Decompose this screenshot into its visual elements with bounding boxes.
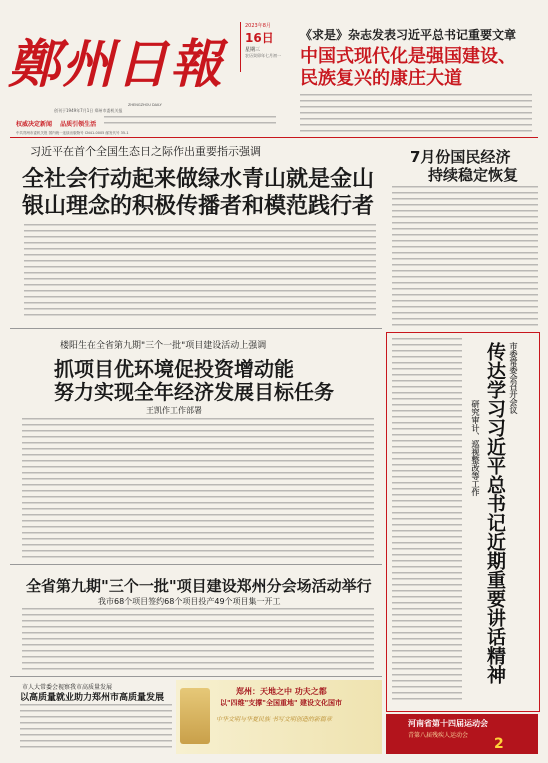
games-ad[interactable] — [386, 714, 538, 754]
date-weekday: 星期三 — [245, 47, 261, 53]
economy-body — [392, 186, 538, 326]
economy-headline-2: 持续稳定恢复 — [428, 166, 519, 184]
story4-body — [22, 608, 374, 670]
date-day: 16日 — [245, 31, 274, 45]
masthead-meta-line: 中共郑州市委机关报 国内统一连续出版物号 CN41-0005 邮发代号 35-1 — [16, 131, 129, 135]
masthead-info-block — [104, 116, 276, 128]
sidebar-headline: 传达学习习近平总书记近期重要讲话精神 — [484, 342, 506, 684]
story2-rule — [10, 328, 382, 329]
story3-headline-1: 抓项目优环境促投资增动能 — [54, 357, 294, 381]
story2-headline: 全社会行动起来做绿水青山就是金山银山理念的积极传播者和模范践行者 — [22, 167, 375, 219]
top-kicker: 《求是》杂志发表习近平总书记重要文章 — [300, 28, 517, 42]
date-year-month: 2023年8月 — [245, 23, 271, 29]
ad2-sub: 青第八届残疾人运动会 — [408, 732, 469, 739]
story5-kicker: 市人大常委会视察我市高质量发展 — [22, 684, 113, 691]
masthead — [8, 10, 240, 113]
masthead-title: 鄭州日報 — [8, 34, 225, 95]
story2-kicker: 习近平在首个全国生态日之际作出重要指示强调 — [30, 145, 261, 158]
sidebar-sub: 研究审计、巡视整改等工作 — [471, 400, 480, 496]
ad1-figure — [180, 688, 210, 744]
link-quality[interactable]: 品质引领生活 — [60, 121, 97, 128]
top-story-body — [300, 94, 532, 134]
story2-body — [24, 224, 376, 320]
story5-headline: 以高质量就业助力郑州市高质量发展 — [20, 693, 165, 703]
sidebar-body — [392, 338, 462, 704]
story4-rule — [10, 676, 382, 677]
masthead-links — [16, 119, 96, 128]
economy-headline-1: 7月份国民经济 — [410, 148, 511, 166]
story4-sub: 我市68个项目签约68个项目投产49个项目集一开工 — [98, 597, 281, 606]
masthead-pinyin: ZHENGZHOU DAILY — [128, 103, 162, 107]
story3-rule — [10, 564, 382, 565]
story4-headline: 全省第九期"三个一批"项目建设郑州分会场活动举行 — [26, 577, 372, 595]
story3-body — [22, 418, 374, 558]
story5-body — [20, 704, 172, 750]
culture-ad[interactable] — [176, 680, 382, 754]
ad1-line3: 中华文明与华夏民族 书写文明创造的新篇章 — [216, 716, 332, 723]
top-headline: 中国式现代化是强国建设、民族复兴的康庄大道 — [300, 46, 516, 89]
link-authority[interactable]: 权威决定新闻 — [16, 121, 53, 128]
masthead-rule — [10, 137, 538, 138]
story3-kicker: 楼阳生在全省第九期"三个一批"项目建设活动上强调 — [60, 341, 267, 351]
ad2-number: 2 — [494, 736, 504, 752]
ad1-title: 郑州：天地之中 功夫之都 — [236, 687, 327, 696]
story3-byline: 王凯作工作部署 — [146, 406, 202, 415]
sidebar-kicker: 市委常委会召开会议 — [509, 342, 518, 414]
ad2-title: 河南省第十四届运动会 — [408, 719, 488, 728]
story3-headline-2: 努力实现全年经济发展目标任务 — [54, 380, 334, 404]
date-box — [240, 22, 281, 72]
ad1-line2: 以"四维"支撑"全国重地" 建设文化国市 — [220, 699, 343, 707]
lunar-date: 农历癸卯年七月初一 — [245, 53, 281, 58]
founded-line: 创刊于1949年7月1日 郑州市委机关报 — [54, 108, 123, 113]
